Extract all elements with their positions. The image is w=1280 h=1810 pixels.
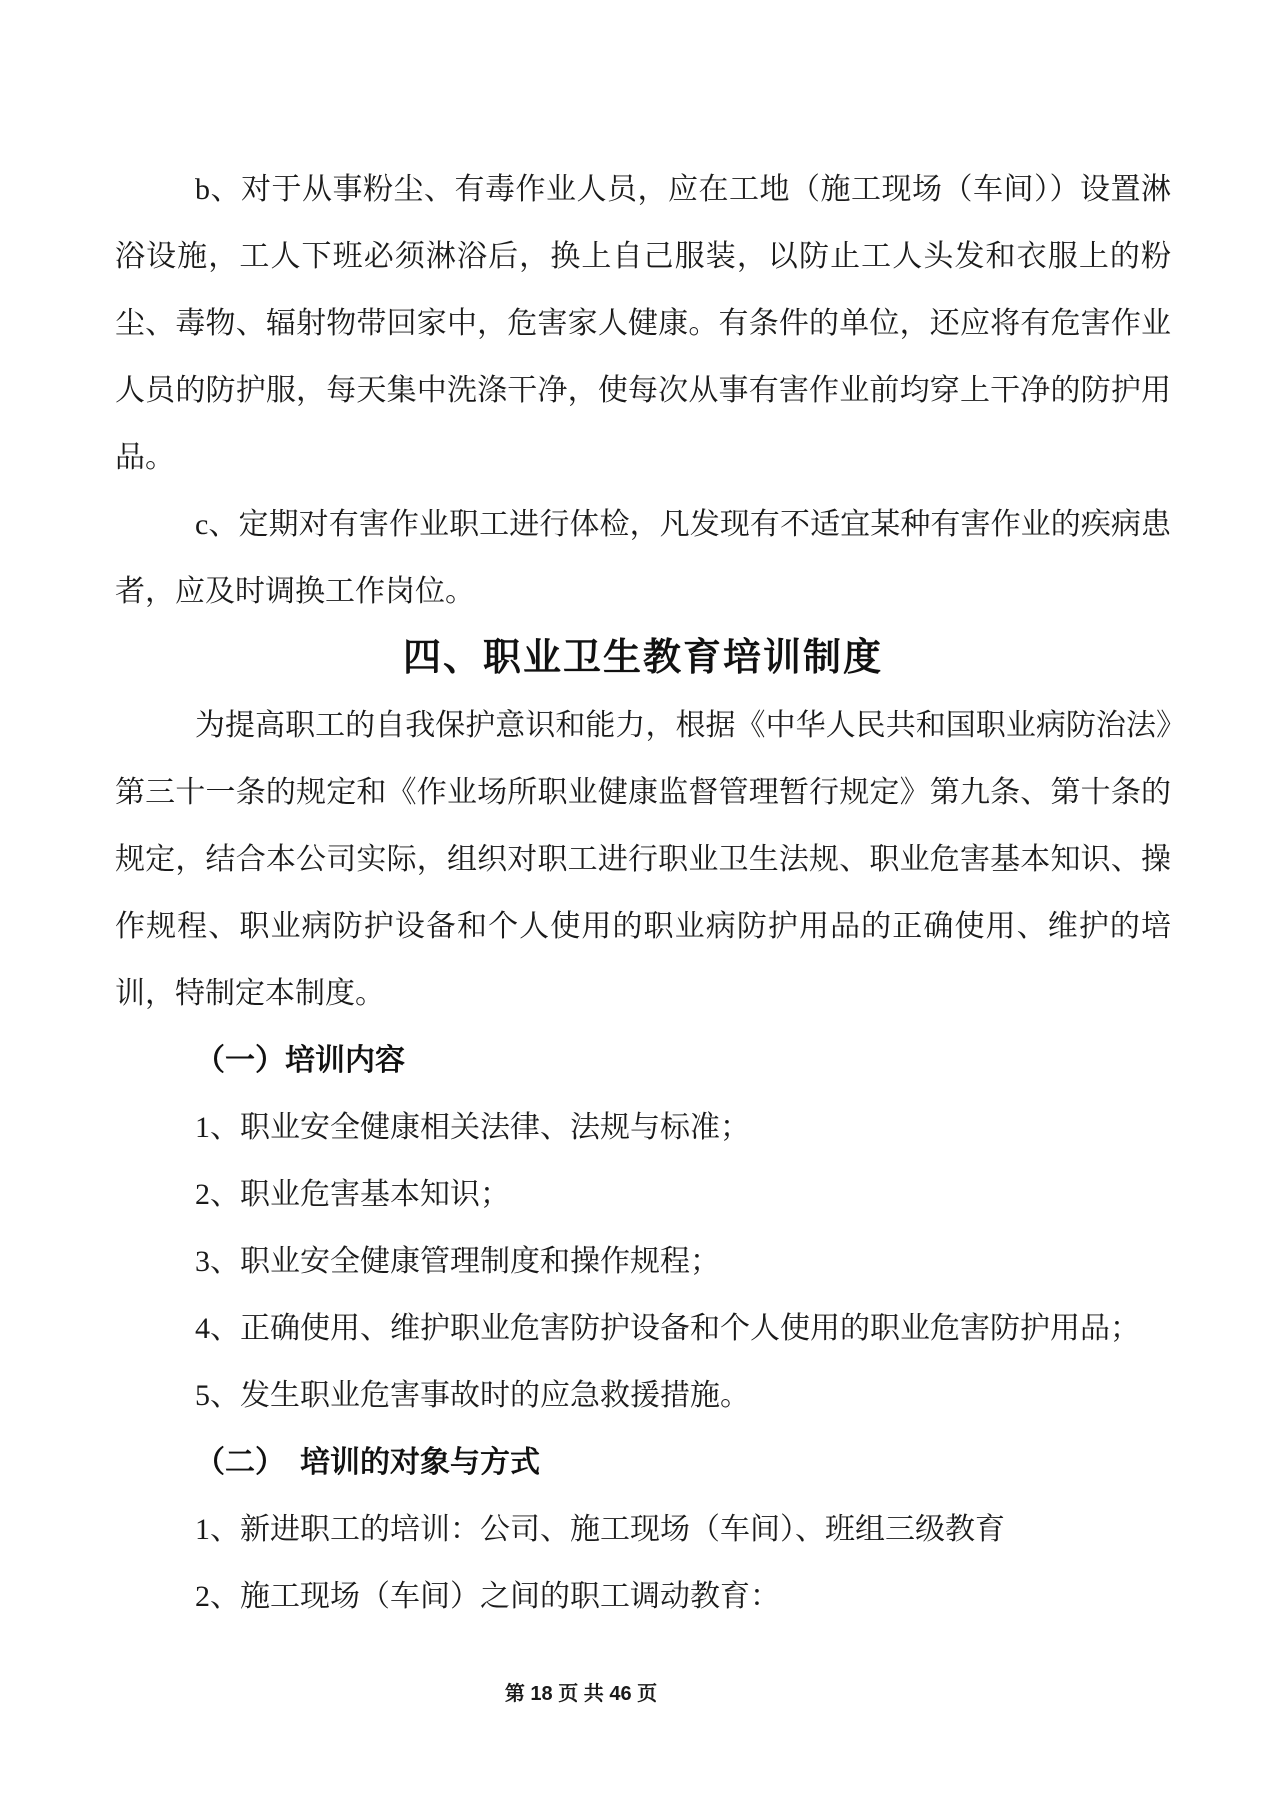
document-body	[115, 156, 1171, 1630]
list-item-hazard-knowledge: 2、职业危害基本知识；	[195, 1178, 510, 1211]
list-item-transfer-education: 2、施工现场（车间）之间的职工调动教育：	[195, 1580, 780, 1613]
list-item-management-rules: 3、职业安全健康管理制度和操作规程；	[195, 1245, 720, 1278]
list-item-new-employee-training: 1、新进职工的培训：公司、施工现场（车间）、班组三级教育	[195, 1513, 1005, 1546]
section-heading-occupational-health-training: 四、职业卫生教育培训制度	[402, 637, 883, 679]
paragraph-b-shower-facilities: b、对于从事粉尘、有毒作业人员，应在工地（施工现场（车间））设置淋浴设施，工人下班必须淋浴后，换上自己服装，以防止工人头发和衣服上的粉尘、毒物、辐射物带回家中，危害家人健康。有条件的单位，还应将有危害作业人员的防护服，每天集中洗涤干净，使每次从事有害作业前均穿上干净的防护用品。	[115, 173, 1171, 474]
paragraph-intro-training-system: 为提高职工的自我保护意识和能力，根据《中华人民共和国职业病防治法》第三十一条的规定和《作业场所职业健康监督管理暂行规定》第九条、第十条的规定，结合本公司实际，组织对职工进行职业卫生法规、职业危害基本知识、操作规程、职业病防护设备和个人使用的职业病防护用品的正确使用、维护的培训，特制定本制度。	[115, 709, 1171, 1010]
subheading-training-content: （一）培训内容	[195, 1044, 405, 1077]
list-item-laws-standards: 1、职业安全健康相关法律、法规与标准；	[195, 1111, 750, 1144]
list-item-emergency-rescue: 5、发生职业危害事故时的应急救援措施。	[195, 1379, 750, 1412]
footer-page-number: 第 18 页 共 46 页	[504, 1683, 658, 1705]
subheading-training-targets-methods: （二） 培训的对象与方式	[195, 1446, 540, 1479]
paragraph-c-health-checkup: c、定期对有害作业职工进行体检，凡发现有不适宜某种有害作业的疾病患者，应及时调换工作岗位。	[115, 508, 1171, 608]
list-item-protective-equipment: 4、正确使用、维护职业危害防护设备和个人使用的职业危害防护用品；	[195, 1312, 1140, 1345]
